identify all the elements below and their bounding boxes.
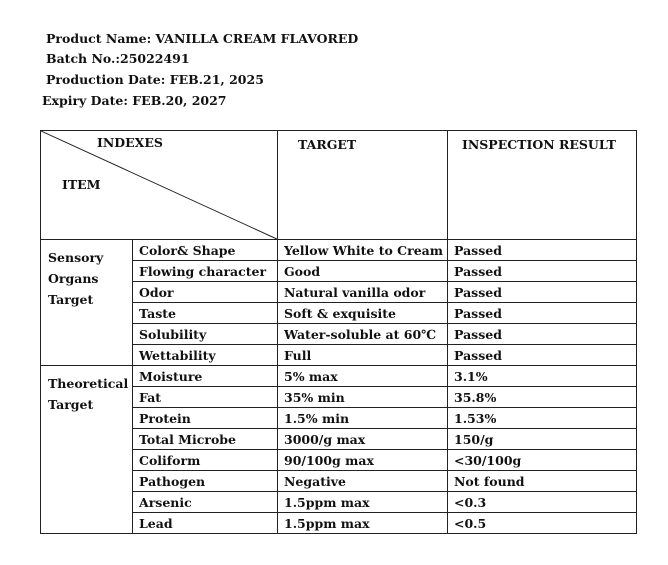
inspection-result-header: INSPECTION RESULT	[448, 131, 637, 240]
cell-target: 1.5ppm max	[278, 492, 448, 513]
cell-target: Yellow White to Cream	[278, 240, 448, 261]
table-header-row	[41, 131, 637, 240]
cell-target: 3000/g max	[278, 429, 448, 450]
cell-target: Good	[278, 261, 448, 282]
cell-item: Pathogen	[133, 471, 278, 492]
cell-item: Solubility	[133, 324, 278, 345]
cell-result: Passed	[448, 240, 637, 261]
cell-item: Arsenic	[133, 492, 278, 513]
cell-item: Color& Shape	[133, 240, 278, 261]
cell-item: Protein	[133, 408, 278, 429]
group-sensory-organs-target: Sensory Organs Target	[41, 240, 133, 366]
cell-item: Wettability	[133, 345, 278, 366]
item-label: ITEM	[62, 177, 101, 192]
target-header: TARGET	[278, 131, 448, 240]
cell-result: <30/100g	[448, 450, 637, 471]
cell-item: Taste	[133, 303, 278, 324]
cell-target: 90/100g max	[278, 450, 448, 471]
cell-target: Soft & exquisite	[278, 303, 448, 324]
indexes-label: INDEXES	[97, 135, 163, 150]
cell-target: Natural vanilla odor	[278, 282, 448, 303]
cell-target: Negative	[278, 471, 448, 492]
cell-target: 5% max	[278, 366, 448, 387]
cell-target: 35% min	[278, 387, 448, 408]
cell-result: Passed	[448, 303, 637, 324]
cell-result: Passed	[448, 324, 637, 345]
group-theoretical-target: Theoretical Target	[41, 366, 133, 534]
cell-result: Passed	[448, 345, 637, 366]
cell-result: <0.3	[448, 492, 637, 513]
cell-result: 150/g	[448, 429, 637, 450]
cell-result: Passed	[448, 261, 637, 282]
cell-item: Coliform	[133, 450, 278, 471]
cell-result: 35.8%	[448, 387, 637, 408]
cell-target: Water-soluble at 60℃	[278, 324, 448, 345]
cell-result: 1.53%	[448, 408, 637, 429]
cell-result: Passed	[448, 282, 637, 303]
cell-item: Lead	[133, 513, 278, 534]
cell-item: Moisture	[133, 366, 278, 387]
inspection-table	[40, 130, 637, 534]
cell-item: Fat	[133, 387, 278, 408]
cell-item: Total Microbe	[133, 429, 278, 450]
cell-target: 1.5% min	[278, 408, 448, 429]
cell-item: Odor	[133, 282, 278, 303]
table-row	[41, 366, 637, 387]
cell-result: Not found	[448, 471, 637, 492]
batch-number: Batch No.:25022491	[46, 51, 190, 66]
cell-target: Full	[278, 345, 448, 366]
cell-result: 3.1%	[448, 366, 637, 387]
cell-target: 1.5ppm max	[278, 513, 448, 534]
indexes-item-header	[41, 131, 278, 240]
cell-item: Flowing character	[133, 261, 278, 282]
product-name: Product Name: VANILLA CREAM FLAVORED	[46, 31, 359, 46]
table-row	[41, 240, 637, 261]
production-date: Production Date: FEB.21, 2025	[46, 72, 264, 87]
expiry-date: Expiry Date: FEB.20, 2027	[42, 93, 227, 108]
cell-result: <0.5	[448, 513, 637, 534]
